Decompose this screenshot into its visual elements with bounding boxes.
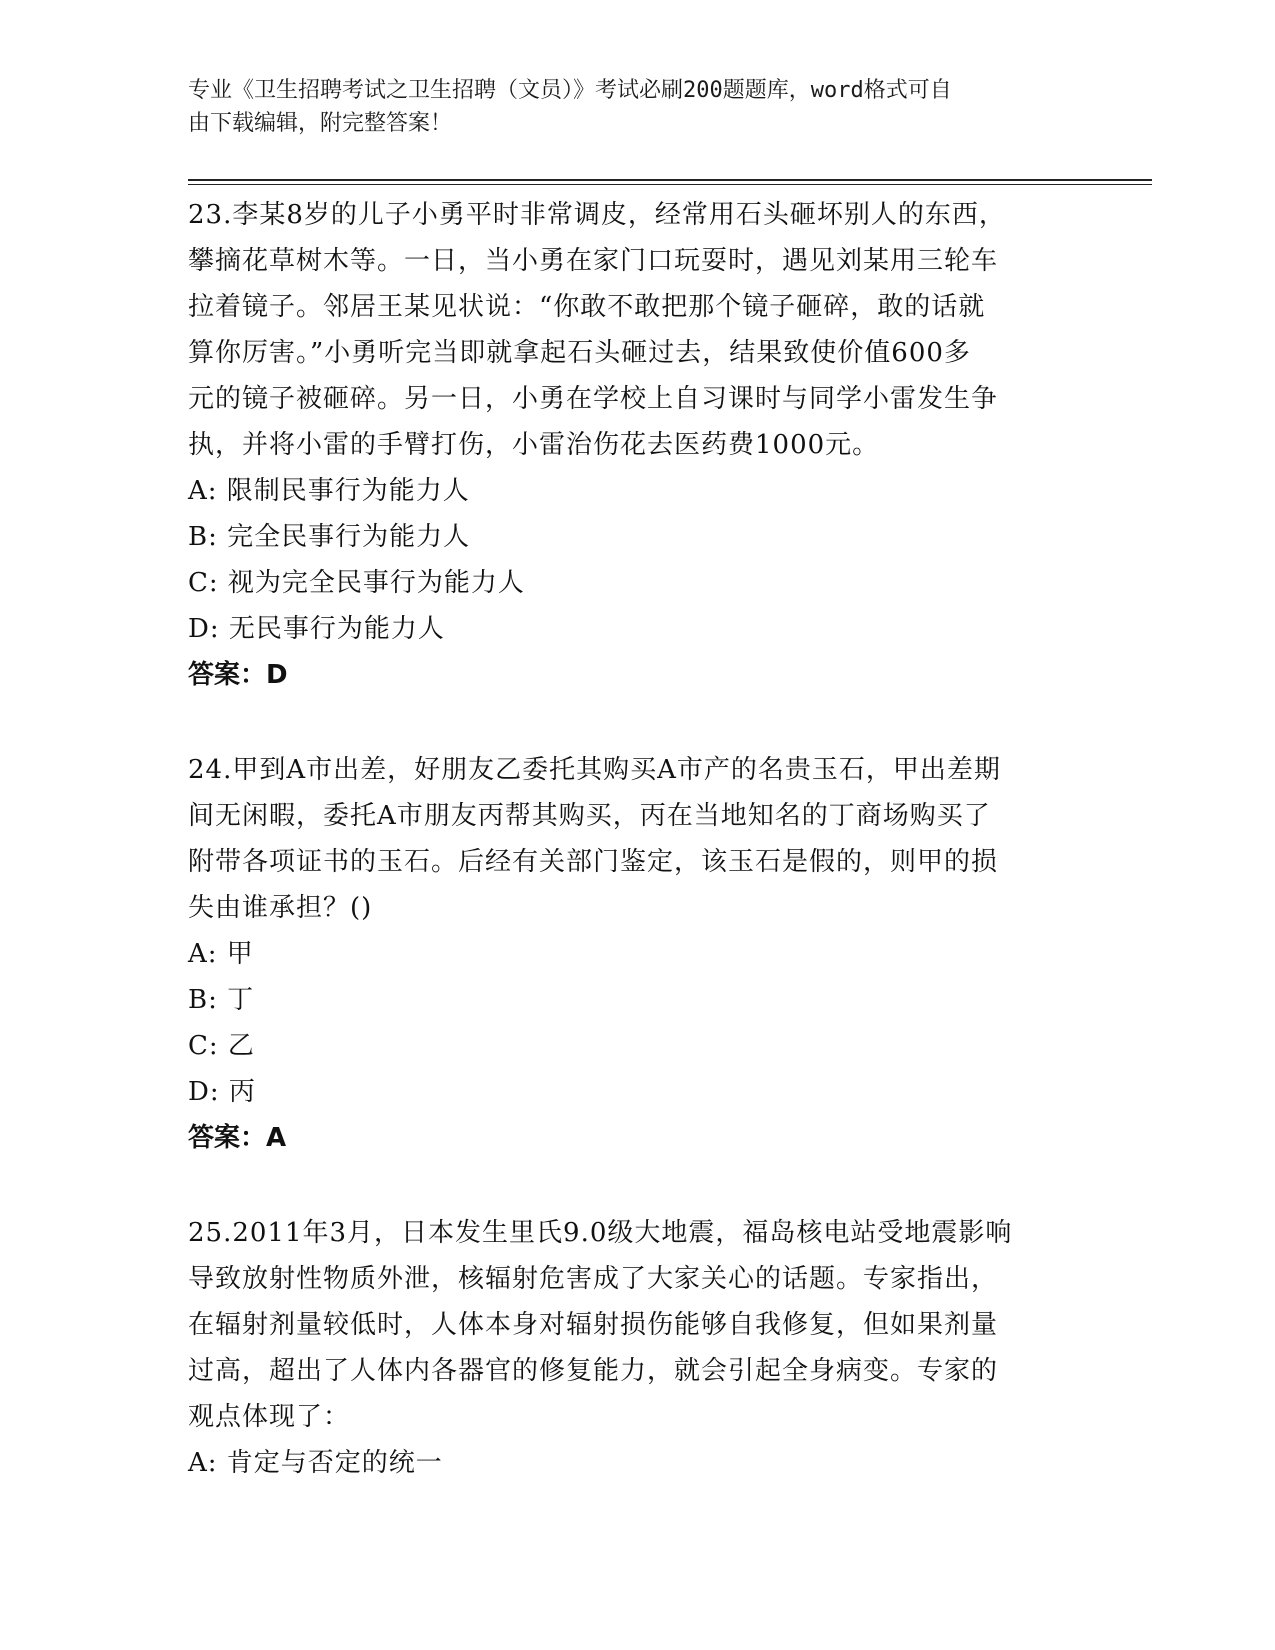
option-d: D: 无民事行为能力人 — [188, 614, 445, 644]
question-stem — [188, 1210, 1088, 1440]
stem-line: 观点体现了： — [188, 1402, 351, 1432]
option-c: C: 视为完全民事行为能力人 — [188, 568, 525, 598]
header-divider-thin — [188, 184, 1152, 185]
stem-line: 执，并将小雷的手臂打伤，小雷治伤花去医药费1000元。 — [188, 430, 880, 460]
stem-line: 过高，超出了人体内各器官的修复能力，就会引起全身病变。专家的 — [188, 1356, 999, 1386]
option-c: C: 乙 — [188, 1031, 255, 1061]
stem-line: 附带各项证书的玉石。后经有关部门鉴定，该玉石是假的，则甲的损 — [188, 847, 999, 877]
option-b: B: 完全民事行为能力人 — [188, 522, 471, 552]
stem-line: 拉着镜子。邻居王某见状说：“你敢不敢把那个镜子砸碎，敢的话就 — [188, 292, 986, 322]
stem-line: 失由谁承担？() — [188, 893, 373, 923]
option-a: A: 甲 — [188, 939, 254, 969]
stem-line: 导致放射性物质外泄，核辐射危害成了大家关心的话题。专家指出， — [188, 1264, 999, 1294]
stem-line: 攀摘花草树木等。一日，当小勇在家门口玩耍时，遇见刘某用三轮车 — [188, 246, 999, 276]
question-24 — [188, 747, 1088, 1161]
option-a: A: 限制民事行为能力人 — [188, 476, 470, 506]
option-a: A: 肯定与否定的统一 — [188, 1448, 443, 1478]
option-d: D: 丙 — [188, 1077, 256, 1107]
header-line-1: 专业《卫生招聘考试之卫生招聘（文员）》考试必刷200题题库，word格式可自 — [188, 78, 952, 103]
question-stem — [188, 192, 1088, 468]
stem-line: 在辐射剂量较低时，人体本身对辐射损伤能够自我修复，但如果剂量 — [188, 1310, 999, 1340]
stem-line: 算你厉害。”小勇听完当即就拿起石头砸过去，结果致使价值600多 — [188, 338, 971, 368]
header-divider-thick — [188, 179, 1152, 181]
question-stem — [188, 747, 1088, 931]
header-line-2: 由下载编辑，附完整答案！ — [188, 111, 453, 136]
question-25 — [188, 1210, 1088, 1486]
option-b: B: 丁 — [188, 985, 255, 1015]
stem-line: 25.2011年3月，日本发生里氏9.0级大地震，福岛核电站受地震影响 — [188, 1218, 1013, 1248]
answer-label: 答案：D — [188, 660, 288, 690]
stem-line: 元的镜子被砸碎。另一日，小勇在学校上自习课时与同学小雷发生争 — [188, 384, 999, 414]
question-23 — [188, 192, 1088, 698]
answer-label: 答案：A — [188, 1123, 287, 1153]
stem-line: 间无闲暇，委托A市朋友丙帮其购买，丙在当地知名的丁商场购买了 — [188, 801, 991, 831]
question-list — [188, 192, 1088, 1535]
stem-line: 23.李某8岁的儿子小勇平时非常调皮，经常用石头砸坏别人的东西， — [188, 200, 1006, 230]
document-header — [188, 74, 1068, 140]
stem-line: 24.甲到A市出差，好朋友乙委托其购买A市产的名贵玉石，甲出差期 — [188, 755, 1001, 785]
